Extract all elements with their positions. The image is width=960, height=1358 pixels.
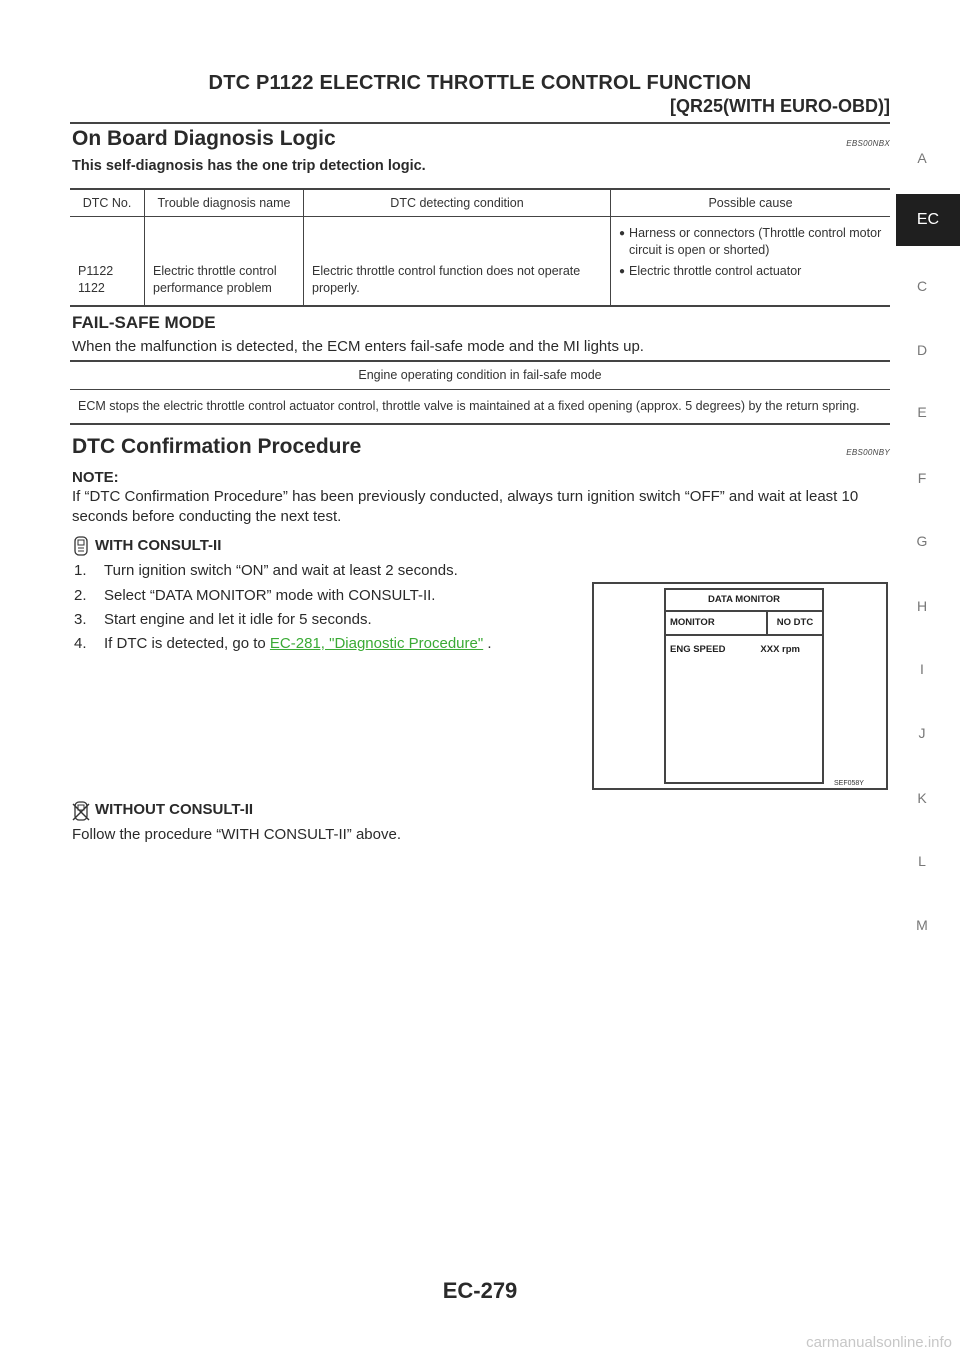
obd-intro: This self-diagnosis has the one trip detection logic.: [72, 158, 426, 174]
dtc-code: P1122: [78, 264, 114, 278]
side-index-h[interactable]: H: [916, 598, 928, 614]
fail-safe-table-body: ECM stops the electric throttle control actuator control, throttle valve is maintained at a fixed opening (approx. 5 degrees) by the return spring.: [70, 390, 890, 425]
without-consult-label: WITHOUT CONSULT-II: [95, 801, 254, 818]
dtc-code-short: 1122: [78, 281, 105, 295]
without-consult-text: Follow the procedure “WITH CONSULT-II” above.: [72, 826, 401, 843]
monitor-header-row: [666, 612, 822, 636]
cause-text: Electric throttle control actuator: [629, 264, 802, 278]
side-index-l[interactable]: L: [918, 853, 926, 869]
fail-safe-heading: FAIL-SAFE MODE: [72, 313, 216, 332]
table-row: [70, 217, 890, 307]
side-index-m[interactable]: M: [916, 917, 928, 933]
table-header-detecting-condition: DTC detecting condition: [304, 189, 611, 217]
page-number: EC-279: [442, 1278, 518, 1303]
fail-safe-table: [70, 360, 890, 425]
diag-name-line: performance problem: [153, 281, 272, 295]
consult-tool-icon: [72, 535, 90, 557]
note-text: If “DTC Confirmation Procedure” has been previously conducted, always turn ignition switch “OFF” and wait at least 10 seconds before conducting the next test.: [72, 488, 859, 525]
page-title: DTC P1122 ELECTRIC THROTTLE CONTROL FUNCTION: [208, 72, 752, 94]
table-header-possible-cause: Possible cause: [611, 189, 891, 217]
monitor-dtc-status: NO DTC: [776, 617, 814, 628]
with-consult-label: WITH CONSULT-II: [95, 537, 222, 554]
monitor-col-label: MONITOR: [666, 612, 768, 634]
cell-possible-cause: [611, 217, 891, 307]
condition-line: properly.: [312, 281, 360, 295]
step-4: [104, 635, 492, 652]
diagnostic-procedure-link[interactable]: EC-281, "Diagnostic Procedure": [269, 635, 484, 652]
condition-line: Electric throttle control function does not operate: [312, 264, 581, 278]
side-index-e[interactable]: E: [917, 404, 927, 420]
side-index-ec-active[interactable]: EC: [896, 194, 960, 246]
step-number: 4.: [74, 635, 87, 652]
fail-safe-table-header: Engine operating condition in fail-safe mode: [70, 360, 890, 390]
table-header-dtc-no: DTC No.: [70, 189, 145, 217]
monitor-data-row: [666, 636, 822, 663]
side-index-j[interactable]: J: [918, 725, 926, 741]
no-consult-tool-icon: [72, 800, 90, 822]
cell-detecting-condition: [304, 217, 611, 307]
cell-dtc-no: [70, 217, 145, 307]
figure-code: SEF058Y: [834, 780, 864, 787]
step-3: Start engine and let it idle for 5 seconds.: [104, 611, 372, 628]
side-index-f[interactable]: F: [917, 470, 927, 486]
diag-name-line: Electric throttle control: [153, 264, 277, 278]
monitor-item-value: XXX rpm: [760, 644, 800, 655]
step-number: 1.: [74, 562, 87, 579]
cause-text: Harness or connectors (Throttle control motor circuit is open or shorted): [629, 226, 882, 257]
note-label: NOTE:: [72, 469, 119, 486]
step-number: 3.: [74, 611, 87, 628]
side-index-g[interactable]: G: [916, 533, 928, 549]
side-index-c[interactable]: C: [916, 278, 928, 294]
step-1: Turn ignition switch “ON” and wait at least 2 seconds.: [104, 562, 458, 579]
section-heading-obd-logic: On Board Diagnosis Logic: [72, 127, 336, 150]
section-code: EBS00NBX: [846, 139, 890, 148]
data-monitor-screen: [664, 588, 824, 784]
page-subtitle: [QR25(WITH EURO-OBD)]: [670, 96, 890, 116]
step-4-suffix: .: [487, 635, 492, 652]
table-header-diagnosis-name: Trouble diagnosis name: [145, 189, 304, 217]
watermark: carmanualsonline.info: [806, 1334, 952, 1351]
dtc-table: [70, 188, 890, 307]
cell-diagnosis-name: [145, 217, 304, 307]
bullet-icon: ●: [619, 228, 626, 239]
cause-item: [619, 225, 882, 259]
header-divider: [70, 122, 890, 124]
step-2: Select “DATA MONITOR” mode with CONSULT-II.: [104, 587, 436, 604]
side-index-a[interactable]: A: [917, 150, 927, 166]
step-number: 2.: [74, 587, 87, 604]
monitor-title: DATA MONITOR: [666, 590, 822, 612]
side-index-d[interactable]: D: [916, 342, 928, 358]
bullet-icon: ●: [619, 266, 626, 277]
monitor-item-label: ENG SPEED: [670, 644, 726, 655]
side-index-k[interactable]: K: [917, 790, 927, 806]
step-4-text: If DTC is detected, go to: [104, 635, 266, 652]
cause-item: [619, 263, 882, 280]
side-index-i[interactable]: I: [920, 661, 924, 677]
section-code: EBS00NBY: [846, 448, 890, 457]
section-heading-confirmation: DTC Confirmation Procedure: [72, 435, 362, 458]
fail-safe-text: When the malfunction is detected, the ECM enters fail-safe mode and the MI lights up.: [72, 338, 644, 355]
